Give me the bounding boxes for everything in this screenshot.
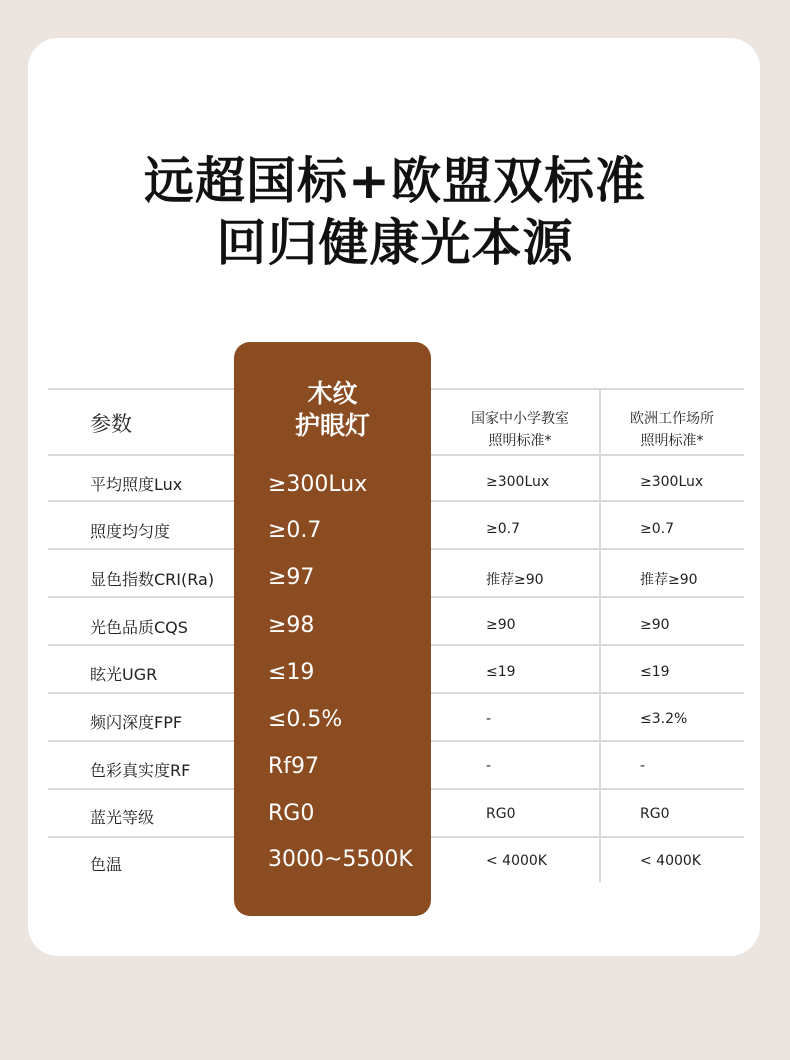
row-label: 眩光UGR bbox=[90, 665, 158, 684]
row-highlight-value: ≥98 bbox=[268, 613, 315, 638]
headline-line-2: 回归健康光本源 bbox=[216, 214, 574, 272]
highlight-title-line-1: 木纹 bbox=[307, 379, 358, 408]
row-highlight-value: 3000~5500K bbox=[268, 847, 413, 872]
col-header-national-line-1: 国家中小学教室 bbox=[471, 411, 569, 427]
col-header-national bbox=[452, 408, 588, 452]
row-eu-value: < 4000K bbox=[640, 853, 701, 869]
row-national-value: ≥300Lux bbox=[486, 474, 550, 490]
row-highlight-value: RG0 bbox=[268, 801, 315, 826]
row-eu-value: ≤19 bbox=[640, 664, 670, 680]
row-highlight-value: ≤19 bbox=[268, 660, 315, 685]
row-national-value: 推荐≥90 bbox=[486, 572, 544, 588]
row-highlight-value: ≥97 bbox=[268, 565, 315, 590]
col-header-eu-line-1: 欧洲工作场所 bbox=[630, 411, 714, 427]
row-national-value: < 4000K bbox=[486, 853, 547, 869]
row-national-value: ≤19 bbox=[486, 664, 516, 680]
highlight-column-title bbox=[234, 378, 431, 442]
row-eu-value: - bbox=[640, 758, 646, 774]
row-label: 平均照度Lux bbox=[90, 475, 183, 494]
col-header-eu bbox=[604, 408, 740, 452]
row-highlight-value: ≥0.7 bbox=[268, 518, 322, 543]
row-national-value: - bbox=[486, 711, 492, 727]
row-eu-value: ≥90 bbox=[640, 617, 670, 633]
row-eu-value: ≤3.2% bbox=[640, 711, 688, 727]
col-header-eu-line-2: 照明标准* bbox=[640, 433, 704, 449]
row-highlight-value: ≥300Lux bbox=[268, 472, 368, 497]
row-eu-value: 推荐≥90 bbox=[640, 572, 698, 588]
row-label: 色温 bbox=[90, 855, 123, 874]
column-divider bbox=[599, 388, 601, 882]
row-national-value: RG0 bbox=[486, 806, 516, 822]
col-header-national-line-2: 照明标准* bbox=[488, 433, 552, 449]
param-header: 参数 bbox=[90, 412, 132, 436]
row-label: 频闪深度FPF bbox=[90, 713, 183, 732]
row-national-value: ≥90 bbox=[486, 617, 516, 633]
page-title bbox=[0, 150, 790, 274]
row-label: 显色指数CRI(Ra) bbox=[90, 570, 215, 589]
row-eu-value: ≥300Lux bbox=[640, 474, 704, 490]
row-highlight-value: Rf97 bbox=[268, 754, 320, 779]
row-national-value: - bbox=[486, 758, 492, 774]
row-highlight-value: ≤0.5% bbox=[268, 707, 343, 732]
headline-line-1: 远超国标+欧盟双标准 bbox=[144, 152, 646, 210]
row-eu-value: RG0 bbox=[640, 806, 670, 822]
row-national-value: ≥0.7 bbox=[486, 521, 520, 537]
row-label: 光色品质CQS bbox=[90, 618, 188, 637]
row-label: 照度均匀度 bbox=[90, 522, 171, 541]
row-eu-value: ≥0.7 bbox=[640, 521, 674, 537]
row-label: 蓝光等级 bbox=[90, 808, 155, 827]
highlight-title-line-2: 护眼灯 bbox=[294, 411, 370, 440]
row-label: 色彩真实度RF bbox=[90, 761, 191, 780]
